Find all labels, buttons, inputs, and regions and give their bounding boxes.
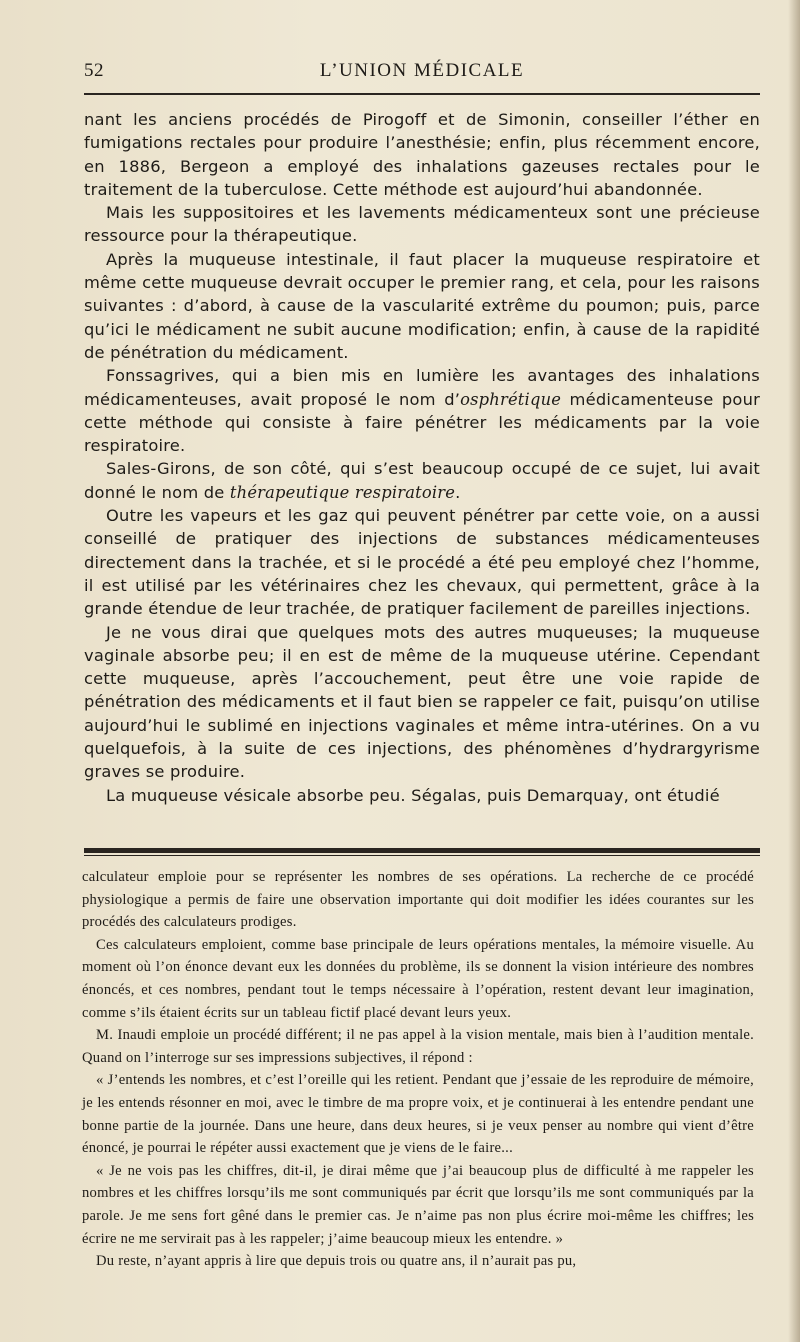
footnote-paragraph: « Je ne vois pas les chiffres, dit-il, je dirai même que j’ai beaucoup plus de difficulté à me rappeler les nombres et les chiffres lorsqu’ils me sont communiqués par écrit que lorsqu’ils me sont communiqués par la parole. Je me sens fort gêné dans le premier cas. Je n’aime pas non plus écrire moi-même les chiffres; les écrire ne me servirait pas à les rappeler; j’aime beaucoup mieux les entendre. »	[82, 1162, 754, 1247]
body-paragraph: Mais les suppositoires et les lavements médicamenteux sont une précieuse ressource pour la thérapeutique.	[84, 203, 760, 246]
running-title: L’UNION MÉDICALE	[319, 60, 525, 81]
footnote-paragraph: calculateur emploie pour se représenter les nombres de ses opérations. La recherche de ce procédé physiologique a permis de faire une observation importante qui doit modifier les idées courantes sur les procédés des calculateurs prodiges.	[82, 869, 754, 931]
body-paragraph: Après la muqueuse intestinale, il faut placer la muqueuse respiratoire et même cette muqueuse devrait occuper le premier rang, et cela, pour les raisons suivantes : d’abord, à cause de la vascularité extrême du poumon; puis, parce qu’ici le médicament ne subit aucune modification; enfin, à cause de la rapidité de pénétration du médicament.	[84, 249, 760, 362]
paragraph-text: .	[455, 482, 461, 502]
main-text	[84, 108, 760, 807]
footnote-paragraph: « J’entends les nombres, et c’est l’oreille qui les retient. Pendant que j’essaie de les reproduire de mémoire, je les entends résonner en moi, avec le timbre de ma propre voix, et je continuerai à les entendre pendant une bonne partie de la journée. Dans une heure, dans deux heures, si je veux penser au nombre qui vient d’être énoncé, je pourrai le répéter aussi exactement que je viens de le faire...	[82, 1072, 754, 1157]
body-paragraph: La muqueuse vésicale absorbe peu. Ségalas, puis Demarquay, ont étudié	[106, 785, 720, 805]
footnote-paragraph: M. Inaudi emploie un procédé différent; il ne pas appel à la vision mentale, mais bien à l’audition mentale. Quand on l’interroge sur ses impressions subjectives, il répond :	[82, 1027, 754, 1066]
paragraph-text: Sales-Girons, de son côté, qui s’est beaucoup occupé de ce sujet, lui avait donné le nom de	[84, 459, 760, 502]
footnote-text	[82, 866, 754, 1273]
page-number: 52	[84, 60, 104, 81]
page-edge-shadow	[788, 0, 800, 1342]
paragraph-text: médicamenteuse pour cette méthode qui consiste à faire pénétrer les médicaments par la voie respiratoire.	[84, 389, 760, 456]
footnote-paragraph: Ces calculateurs emploient, comme base principale de leurs opérations mentales, la mémoire visuelle. Au moment où l’on énonce devant eux les données du problème, ils se donnent la vision intérieure des nombres énoncés, et ces nombres, pendant tout le temps nécessaire à l’opération, restent devant leur imagination, comme s’ils étaient écrits sur un tableau fictif placé devant leurs yeux.	[82, 936, 754, 1021]
italic-term: osphrétique	[460, 389, 562, 409]
italic-term: thérapeutique respiratoire	[229, 482, 456, 502]
paragraph-text: Fonssagrives, qui a bien mis en lumière les avantages des inhalations médicamenteuses, avait proposé le nom d’	[84, 366, 760, 409]
body-paragraph-fonssagrives	[84, 364, 760, 457]
body-paragraph-sales-girons	[84, 457, 760, 504]
body-paragraph: Outre les vapeurs et les gaz qui peuvent pénétrer par cette voie, on a aussi conseillé de pratiquer des injections de substances médicamenteuses directement dans la trachée, et si le procédé a été peu employé chez l’homme, il est utilisé par les vétérinaires chez les chevaux, qui permettent, grâce à la grande étendue de leur trachée, de pratiquer facilement de pareilles injections.	[84, 506, 760, 619]
header-rule	[84, 93, 760, 95]
body-paragraph: Je ne vous dirai que quelques mots des autres muqueuses; la muqueuse vaginale absorbe peu; il en est de même de la muqueuse utérine. Cependant cette muqueuse, après l’accouchement, peut être une voie rapide de pénétration des médicaments et il faut bien se rappeler ce fait, puisqu’on utilise aujourd’hui le sublimé en injections vaginales et même intra-utérines. On a vu quelquefois, à la suite de ces injections, des phénomènes d’hydrargyrisme graves se produire.	[84, 622, 760, 782]
footnote-separator-rule	[84, 848, 760, 853]
body-paragraph: nant les anciens procédés de Pirogoff et de Simonin, conseiller l’éther en fumigations rectales pour produire l’anesthésie; enfin, plus récemment encore, en 1886, Bergeon a employé des inhalations gazeuses rectales pour le traitement de la tuberculose. Cette méthode est aujourd’hui abandonnée.	[84, 110, 760, 199]
footnote-paragraph: Du reste, n’ayant appris à lire que depuis trois ou quatre ans, il n’aurait pas pu,	[96, 1253, 577, 1270]
page-header	[84, 56, 760, 90]
